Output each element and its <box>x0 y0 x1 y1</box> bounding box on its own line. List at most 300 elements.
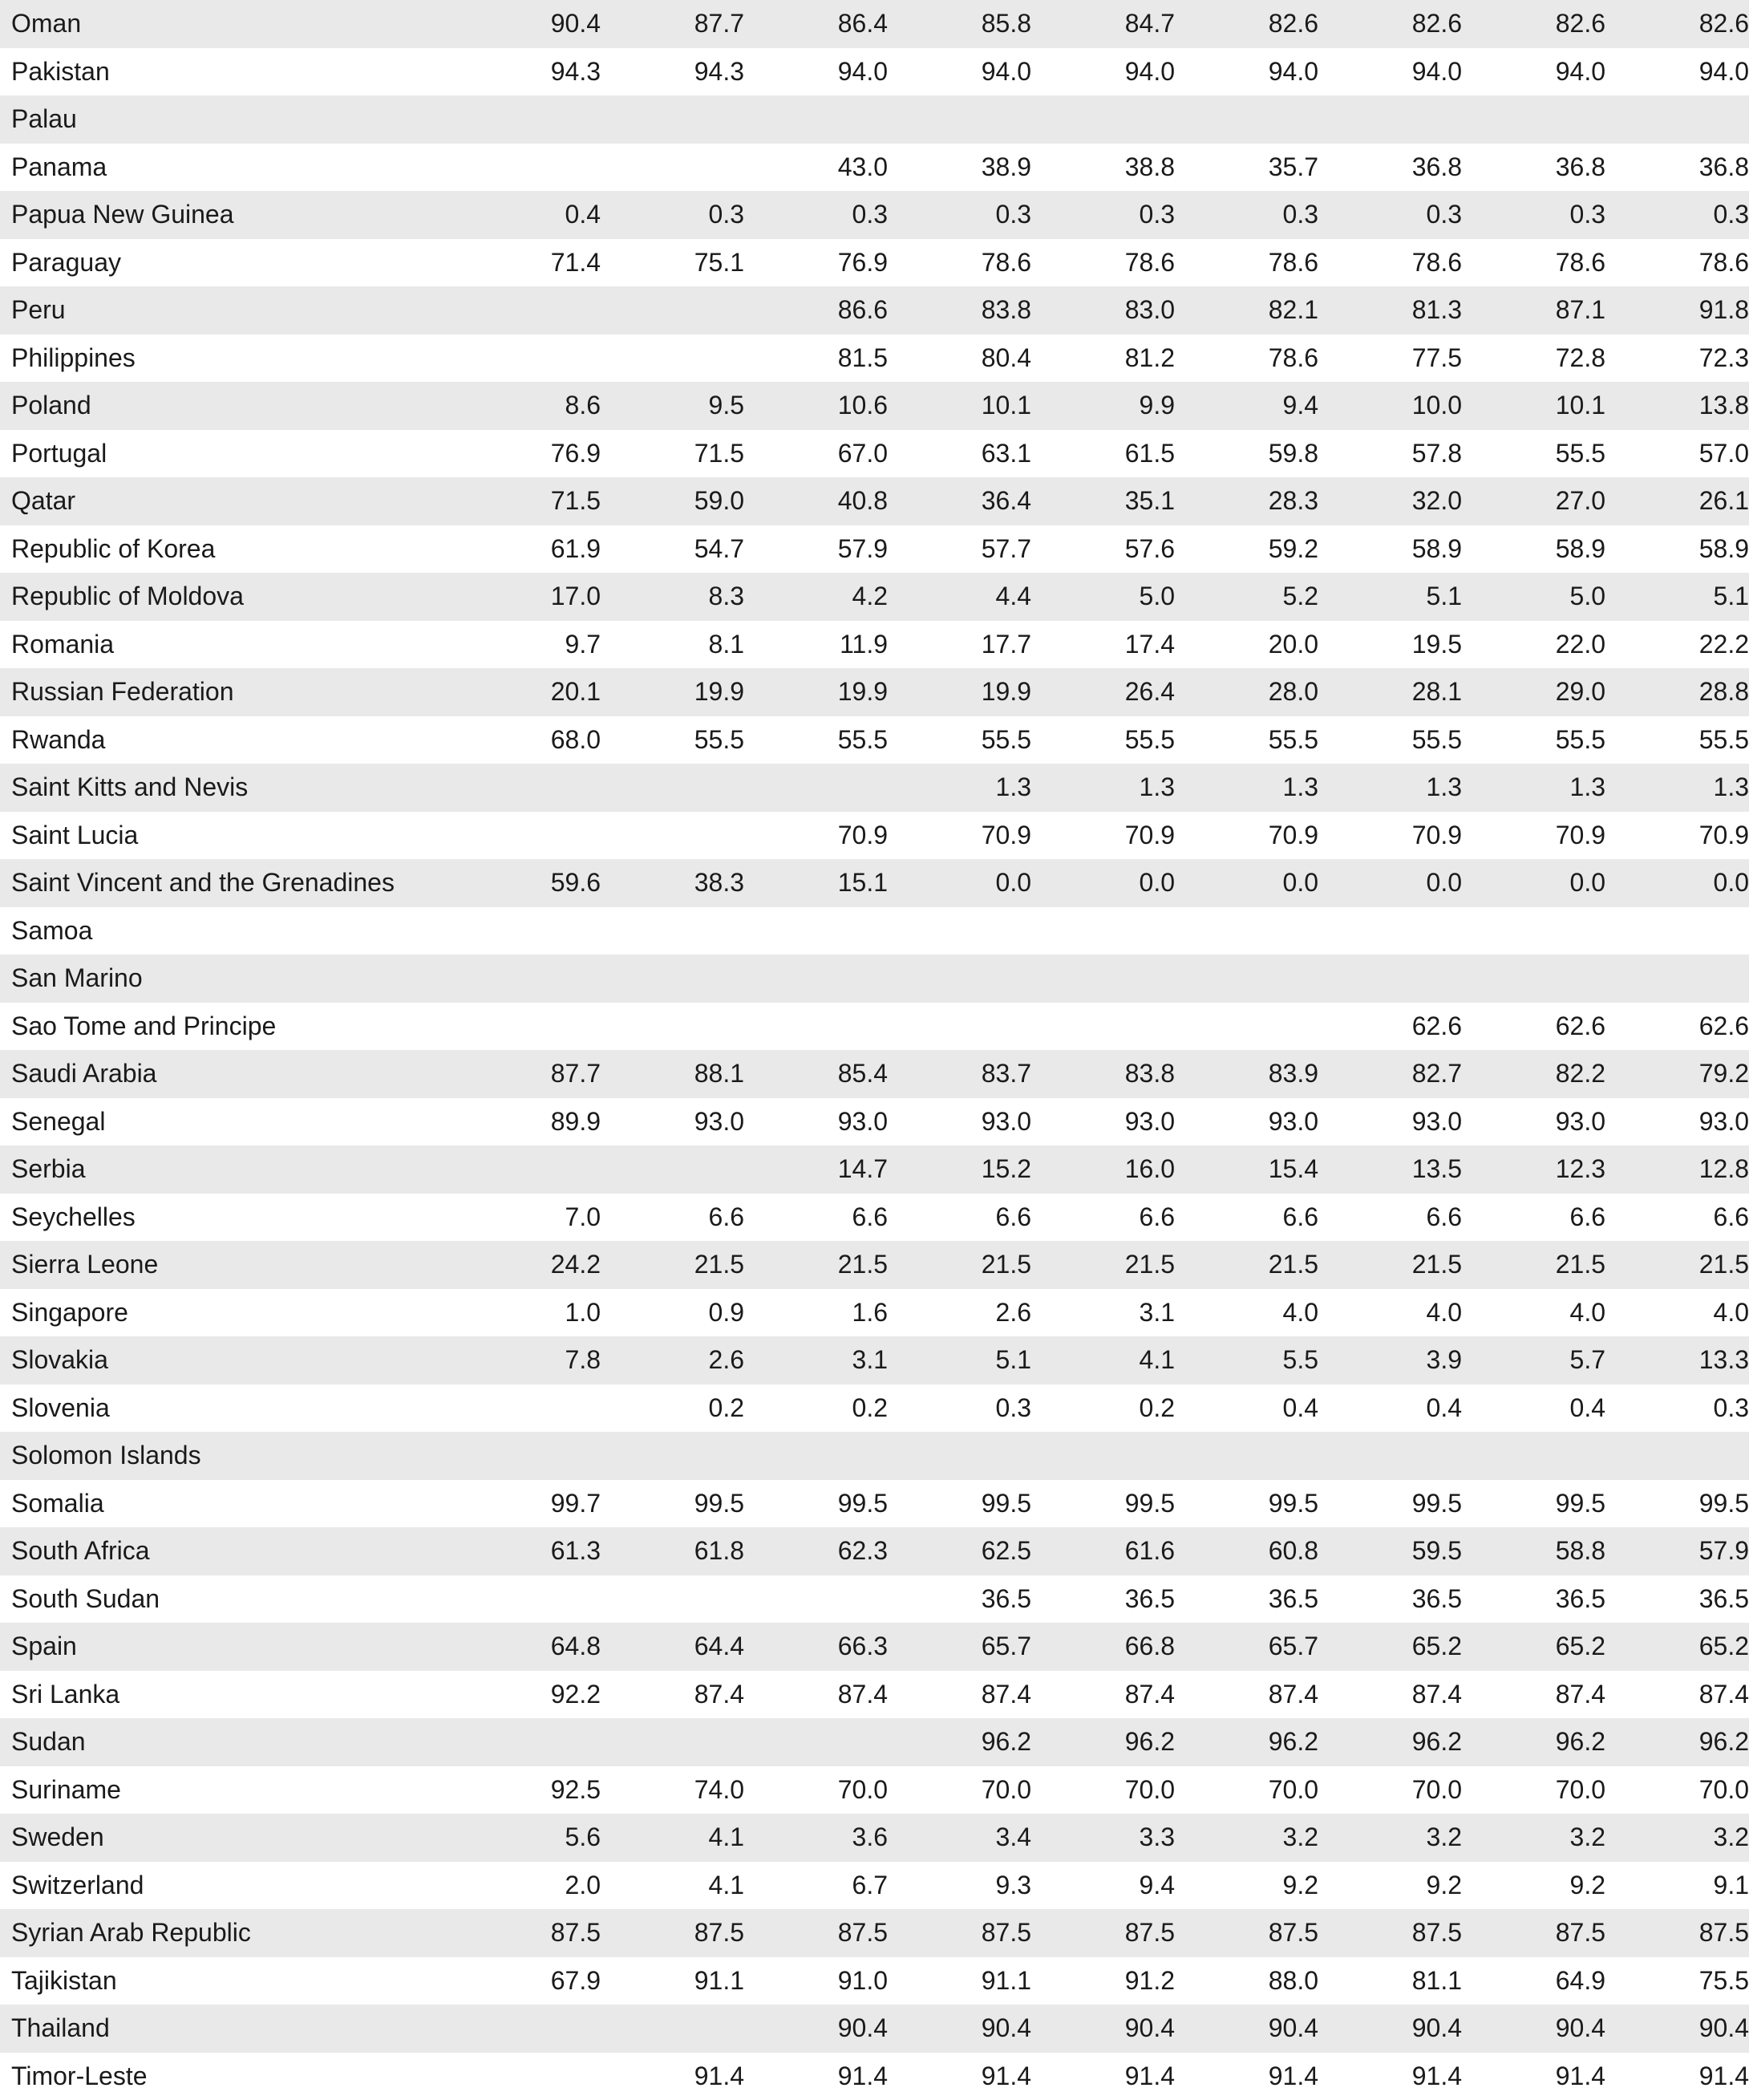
value-cell: 15.4 <box>1175 1145 1318 1194</box>
value-cell: 87.4 <box>1605 1671 1749 1719</box>
country-name-cell: Syrian Arab Republic <box>0 1909 457 1957</box>
value-cell: 5.1 <box>888 1336 1031 1384</box>
value-cell: 70.9 <box>1462 812 1605 860</box>
value-cell: 57.0 <box>1605 430 1749 478</box>
country-name-cell: San Marino <box>0 955 457 1003</box>
value-cell: 36.5 <box>1318 1575 1462 1624</box>
value-cell: 2.6 <box>601 1336 744 1384</box>
value-cell: 93.0 <box>1605 1098 1749 1146</box>
value-cell: 17.4 <box>1031 621 1175 669</box>
table-row <box>0 1336 1749 1384</box>
value-cell: 62.3 <box>744 1527 888 1575</box>
value-cell: 3.2 <box>1605 1814 1749 1862</box>
value-cell: 70.0 <box>888 1766 1031 1814</box>
value-cell: 0.4 <box>1175 1384 1318 1433</box>
value-cell: 10.1 <box>888 382 1031 430</box>
value-cell <box>1318 907 1462 955</box>
value-cell <box>1605 907 1749 955</box>
value-cell: 62.6 <box>1318 1003 1462 1051</box>
table-row <box>0 1289 1749 1337</box>
value-cell <box>457 2053 601 2100</box>
value-cell <box>744 764 888 812</box>
value-cell: 20.1 <box>457 668 601 716</box>
value-cell: 70.9 <box>1175 812 1318 860</box>
value-cell: 0.3 <box>888 191 1031 239</box>
value-cell: 16.0 <box>1031 1145 1175 1194</box>
value-cell: 55.5 <box>1031 716 1175 764</box>
value-cell: 65.2 <box>1318 1623 1462 1671</box>
value-cell <box>1031 955 1175 1003</box>
value-cell: 93.0 <box>601 1098 744 1146</box>
value-cell: 83.7 <box>888 1050 1031 1098</box>
value-cell: 2.0 <box>457 1862 601 1910</box>
value-cell: 65.2 <box>1462 1623 1605 1671</box>
value-cell <box>457 764 601 812</box>
value-cell: 1.3 <box>1605 764 1749 812</box>
value-cell: 6.6 <box>601 1194 744 1242</box>
value-cell: 36.5 <box>1462 1575 1605 1624</box>
country-name-cell: Qatar <box>0 477 457 525</box>
value-cell: 70.0 <box>744 1766 888 1814</box>
table-row <box>0 191 1749 239</box>
table-row <box>0 1527 1749 1575</box>
value-cell: 90.4 <box>1175 2005 1318 2053</box>
value-cell: 87.5 <box>744 1909 888 1957</box>
value-cell: 3.2 <box>1318 1814 1462 1862</box>
value-cell: 94.0 <box>888 48 1031 96</box>
value-cell <box>457 1145 601 1194</box>
value-cell: 91.4 <box>888 2053 1031 2100</box>
value-cell: 36.5 <box>1605 1575 1749 1624</box>
value-cell: 93.0 <box>888 1098 1031 1146</box>
value-cell: 1.3 <box>1318 764 1462 812</box>
value-cell: 91.8 <box>1605 286 1749 334</box>
value-cell: 91.2 <box>1031 1957 1175 2005</box>
value-cell: 78.6 <box>1175 239 1318 287</box>
table-row <box>0 430 1749 478</box>
country-name-cell: Saint Kitts and Nevis <box>0 764 457 812</box>
value-cell: 99.5 <box>1462 1480 1605 1528</box>
value-cell: 10.0 <box>1318 382 1462 430</box>
value-cell <box>457 1003 601 1051</box>
country-name-cell: Switzerland <box>0 1862 457 1910</box>
value-cell: 36.5 <box>888 1575 1031 1624</box>
value-cell: 58.9 <box>1462 525 1605 574</box>
value-cell: 9.4 <box>1031 1862 1175 1910</box>
country-name-cell: Somalia <box>0 1480 457 1528</box>
value-cell <box>1175 1003 1318 1051</box>
value-cell: 4.0 <box>1318 1289 1462 1337</box>
value-cell: 55.5 <box>744 716 888 764</box>
country-name-cell: Palau <box>0 95 457 144</box>
value-cell: 57.7 <box>888 525 1031 574</box>
country-name-cell: Suriname <box>0 1766 457 1814</box>
value-cell: 93.0 <box>1462 1098 1605 1146</box>
table-row <box>0 1098 1749 1146</box>
value-cell: 96.2 <box>1318 1718 1462 1766</box>
value-cell: 90.4 <box>1605 2005 1749 2053</box>
value-cell: 10.1 <box>1462 382 1605 430</box>
value-cell: 82.6 <box>1605 0 1749 48</box>
value-cell: 19.9 <box>744 668 888 716</box>
value-cell: 21.5 <box>888 1241 1031 1289</box>
value-cell: 61.8 <box>601 1527 744 1575</box>
value-cell: 83.8 <box>888 286 1031 334</box>
value-cell <box>1462 1432 1605 1480</box>
value-cell <box>744 907 888 955</box>
value-cell: 94.0 <box>744 48 888 96</box>
value-cell: 70.0 <box>1318 1766 1462 1814</box>
value-cell: 4.1 <box>601 1814 744 1862</box>
value-cell: 96.2 <box>1605 1718 1749 1766</box>
value-cell: 61.9 <box>457 525 601 574</box>
value-cell: 83.9 <box>1175 1050 1318 1098</box>
table-row <box>0 48 1749 96</box>
value-cell: 12.8 <box>1605 1145 1749 1194</box>
value-cell: 90.4 <box>744 2005 888 2053</box>
value-cell <box>601 2005 744 2053</box>
value-cell: 36.4 <box>888 477 1031 525</box>
value-cell: 0.3 <box>1031 191 1175 239</box>
country-name-cell: Sri Lanka <box>0 1671 457 1719</box>
value-cell: 74.0 <box>601 1766 744 1814</box>
value-cell: 55.5 <box>888 716 1031 764</box>
value-cell: 99.7 <box>457 1480 601 1528</box>
value-cell: 0.4 <box>1318 1384 1462 1433</box>
value-cell: 62.5 <box>888 1527 1031 1575</box>
country-name-cell: Pakistan <box>0 48 457 96</box>
value-cell: 87.5 <box>457 1909 601 1957</box>
table-row <box>0 1909 1749 1957</box>
value-cell: 87.5 <box>1462 1909 1605 1957</box>
value-cell: 85.8 <box>888 0 1031 48</box>
value-cell: 90.4 <box>1031 2005 1175 2053</box>
value-cell <box>601 955 744 1003</box>
country-name-cell: Sierra Leone <box>0 1241 457 1289</box>
value-cell: 55.5 <box>1462 716 1605 764</box>
value-cell: 0.3 <box>1605 191 1749 239</box>
value-cell: 38.9 <box>888 144 1031 192</box>
value-cell: 99.5 <box>1175 1480 1318 1528</box>
value-cell: 86.6 <box>744 286 888 334</box>
value-cell: 0.0 <box>1462 859 1605 907</box>
value-cell: 4.1 <box>1031 1336 1175 1384</box>
value-cell: 91.4 <box>1605 2053 1749 2100</box>
value-cell: 87.5 <box>1031 1909 1175 1957</box>
value-cell: 0.3 <box>1318 191 1462 239</box>
value-cell: 21.5 <box>1318 1241 1462 1289</box>
value-cell: 55.5 <box>601 716 744 764</box>
value-cell <box>601 1718 744 1766</box>
value-cell: 78.6 <box>888 239 1031 287</box>
table-row <box>0 621 1749 669</box>
value-cell <box>888 95 1031 144</box>
value-cell: 59.2 <box>1175 525 1318 574</box>
value-cell: 26.1 <box>1605 477 1749 525</box>
table-row <box>0 907 1749 955</box>
value-cell: 28.1 <box>1318 668 1462 716</box>
value-cell: 91.4 <box>1031 2053 1175 2100</box>
value-cell <box>457 1575 601 1624</box>
value-cell: 89.9 <box>457 1098 601 1146</box>
value-cell <box>457 955 601 1003</box>
value-cell: 96.2 <box>1462 1718 1605 1766</box>
value-cell: 28.0 <box>1175 668 1318 716</box>
table-row <box>0 144 1749 192</box>
value-cell: 76.9 <box>457 430 601 478</box>
value-cell: 7.0 <box>457 1194 601 1242</box>
value-cell: 5.2 <box>1175 573 1318 621</box>
value-cell: 87.4 <box>1031 1671 1175 1719</box>
value-cell: 5.5 <box>1175 1336 1318 1384</box>
value-cell: 78.6 <box>1175 334 1318 383</box>
country-name-cell: Saint Vincent and the Grenadines <box>0 859 457 907</box>
country-name-cell: Saudi Arabia <box>0 1050 457 1098</box>
value-cell: 4.0 <box>1605 1289 1749 1337</box>
value-cell: 93.0 <box>1031 1098 1175 1146</box>
value-cell <box>601 812 744 860</box>
value-cell: 61.5 <box>1031 430 1175 478</box>
value-cell: 3.1 <box>744 1336 888 1384</box>
value-cell: 96.2 <box>1175 1718 1318 1766</box>
value-cell: 5.1 <box>1318 573 1462 621</box>
value-cell <box>1462 95 1605 144</box>
value-cell <box>1031 1432 1175 1480</box>
value-cell <box>601 286 744 334</box>
value-cell: 70.9 <box>888 812 1031 860</box>
value-cell: 0.3 <box>744 191 888 239</box>
value-cell <box>1031 95 1175 144</box>
value-cell: 21.5 <box>601 1241 744 1289</box>
country-name-cell: Sweden <box>0 1814 457 1862</box>
value-cell <box>1605 955 1749 1003</box>
value-cell: 87.5 <box>1605 1909 1749 1957</box>
value-cell: 3.9 <box>1318 1336 1462 1384</box>
value-cell: 87.4 <box>601 1671 744 1719</box>
value-cell: 1.3 <box>1031 764 1175 812</box>
value-cell: 0.0 <box>1318 859 1462 907</box>
value-cell: 66.8 <box>1031 1623 1175 1671</box>
value-cell: 83.0 <box>1031 286 1175 334</box>
value-cell: 64.9 <box>1462 1957 1605 2005</box>
value-cell: 4.0 <box>1462 1289 1605 1337</box>
value-cell: 82.2 <box>1462 1050 1605 1098</box>
value-cell <box>888 907 1031 955</box>
value-cell: 4.2 <box>744 573 888 621</box>
country-name-cell: Poland <box>0 382 457 430</box>
value-cell <box>744 1718 888 1766</box>
value-cell: 20.0 <box>1175 621 1318 669</box>
value-cell: 71.5 <box>457 477 601 525</box>
value-cell: 70.9 <box>1031 812 1175 860</box>
value-cell: 58.8 <box>1462 1527 1605 1575</box>
value-cell: 13.8 <box>1605 382 1749 430</box>
table-row <box>0 525 1749 574</box>
value-cell: 99.5 <box>744 1480 888 1528</box>
value-cell: 38.8 <box>1031 144 1175 192</box>
value-cell: 59.8 <box>1175 430 1318 478</box>
value-cell: 58.9 <box>1605 525 1749 574</box>
value-cell: 78.6 <box>1031 239 1175 287</box>
value-cell: 5.7 <box>1462 1336 1605 1384</box>
value-cell: 24.2 <box>457 1241 601 1289</box>
table-row <box>0 1384 1749 1433</box>
value-cell: 55.5 <box>1605 716 1749 764</box>
value-cell: 54.7 <box>601 525 744 574</box>
value-cell: 0.4 <box>1462 1384 1605 1433</box>
table-row <box>0 1623 1749 1671</box>
value-cell <box>457 1384 601 1433</box>
country-name-cell: South Africa <box>0 1527 457 1575</box>
value-cell: 94.0 <box>1462 48 1605 96</box>
value-cell: 3.2 <box>1175 1814 1318 1862</box>
table-row <box>0 477 1749 525</box>
value-cell <box>601 1145 744 1194</box>
value-cell: 64.4 <box>601 1623 744 1671</box>
value-cell: 71.4 <box>457 239 601 287</box>
value-cell: 82.6 <box>1318 0 1462 48</box>
country-name-cell: Slovakia <box>0 1336 457 1384</box>
value-cell: 19.9 <box>601 668 744 716</box>
value-cell: 93.0 <box>744 1098 888 1146</box>
value-cell: 70.0 <box>1031 1766 1175 1814</box>
value-cell: 0.0 <box>1031 859 1175 907</box>
country-name-cell: Philippines <box>0 334 457 383</box>
value-cell: 94.0 <box>1318 48 1462 96</box>
value-cell <box>601 1575 744 1624</box>
country-name-cell: Republic of Korea <box>0 525 457 574</box>
value-cell: 0.3 <box>888 1384 1031 1433</box>
table-row <box>0 1575 1749 1624</box>
country-name-cell: Rwanda <box>0 716 457 764</box>
value-cell: 84.7 <box>1031 0 1175 48</box>
country-name-cell: Seychelles <box>0 1194 457 1242</box>
value-cell: 85.4 <box>744 1050 888 1098</box>
value-cell: 6.6 <box>1031 1194 1175 1242</box>
value-cell: 15.2 <box>888 1145 1031 1194</box>
country-name-cell: Samoa <box>0 907 457 955</box>
value-cell: 65.2 <box>1605 1623 1749 1671</box>
table-row <box>0 1718 1749 1766</box>
value-cell <box>1462 955 1605 1003</box>
value-cell: 87.4 <box>888 1671 1031 1719</box>
value-cell <box>888 955 1031 1003</box>
value-cell: 90.4 <box>888 2005 1031 2053</box>
value-cell <box>1605 95 1749 144</box>
value-cell: 4.4 <box>888 573 1031 621</box>
table-row <box>0 1480 1749 1528</box>
value-cell <box>1175 1432 1318 1480</box>
value-cell: 3.1 <box>1031 1289 1175 1337</box>
value-cell <box>601 334 744 383</box>
value-cell: 71.5 <box>601 430 744 478</box>
value-cell: 63.1 <box>888 430 1031 478</box>
value-cell: 62.6 <box>1462 1003 1605 1051</box>
value-cell: 79.2 <box>1605 1050 1749 1098</box>
value-cell: 78.6 <box>1318 239 1462 287</box>
value-cell: 35.1 <box>1031 477 1175 525</box>
value-cell: 87.5 <box>888 1909 1031 1957</box>
value-cell: 0.3 <box>1175 191 1318 239</box>
value-cell <box>457 286 601 334</box>
value-cell: 67.9 <box>457 1957 601 2005</box>
value-cell: 3.4 <box>888 1814 1031 1862</box>
value-cell: 92.2 <box>457 1671 601 1719</box>
value-cell: 1.3 <box>1175 764 1318 812</box>
value-cell: 81.2 <box>1031 334 1175 383</box>
value-cell: 21.5 <box>744 1241 888 1289</box>
value-cell: 1.3 <box>1462 764 1605 812</box>
value-cell: 58.9 <box>1318 525 1462 574</box>
value-cell: 6.6 <box>888 1194 1031 1242</box>
value-cell: 22.0 <box>1462 621 1605 669</box>
value-cell <box>888 1003 1031 1051</box>
value-cell: 94.3 <box>601 48 744 96</box>
table-row <box>0 334 1749 383</box>
value-cell: 1.3 <box>888 764 1031 812</box>
value-cell: 1.6 <box>744 1289 888 1337</box>
country-name-cell: Solomon Islands <box>0 1432 457 1480</box>
table-row <box>0 1194 1749 1242</box>
value-cell: 87.5 <box>1175 1909 1318 1957</box>
value-cell: 81.1 <box>1318 1957 1462 2005</box>
value-cell: 81.5 <box>744 334 888 383</box>
value-cell: 91.4 <box>1462 2053 1605 2100</box>
value-cell <box>1031 1003 1175 1051</box>
value-cell <box>457 2005 601 2053</box>
value-cell: 28.3 <box>1175 477 1318 525</box>
value-cell: 68.0 <box>457 716 601 764</box>
country-name-cell: Tajikistan <box>0 1957 457 2005</box>
value-cell: 21.5 <box>1175 1241 1318 1289</box>
country-name-cell: Oman <box>0 0 457 48</box>
value-cell: 14.7 <box>744 1145 888 1194</box>
table-row <box>0 859 1749 907</box>
value-cell: 76.9 <box>744 239 888 287</box>
country-name-cell: Timor-Leste <box>0 2053 457 2100</box>
value-cell: 57.9 <box>744 525 888 574</box>
value-cell: 0.3 <box>601 191 744 239</box>
value-cell <box>457 1718 601 1766</box>
value-cell: 87.4 <box>1175 1671 1318 1719</box>
table-row <box>0 1050 1749 1098</box>
table-row <box>0 1432 1749 1480</box>
value-cell: 57.6 <box>1031 525 1175 574</box>
value-cell: 82.7 <box>1318 1050 1462 1098</box>
value-cell <box>601 1003 744 1051</box>
value-cell: 94.0 <box>1175 48 1318 96</box>
value-cell: 60.8 <box>1175 1527 1318 1575</box>
country-name-cell: Russian Federation <box>0 668 457 716</box>
value-cell: 12.3 <box>1462 1145 1605 1194</box>
value-cell: 55.5 <box>1175 716 1318 764</box>
value-cell <box>744 1575 888 1624</box>
value-cell: 11.9 <box>744 621 888 669</box>
value-cell <box>457 1432 601 1480</box>
value-cell: 0.2 <box>601 1384 744 1433</box>
value-cell: 0.2 <box>1031 1384 1175 1433</box>
value-cell <box>601 764 744 812</box>
table-row <box>0 2005 1749 2053</box>
value-cell: 6.6 <box>1462 1194 1605 1242</box>
value-cell: 61.3 <box>457 1527 601 1575</box>
value-cell: 22.2 <box>1605 621 1749 669</box>
value-cell: 0.2 <box>744 1384 888 1433</box>
value-cell: 3.3 <box>1031 1814 1175 1862</box>
country-name-cell: South Sudan <box>0 1575 457 1624</box>
value-cell: 75.1 <box>601 239 744 287</box>
value-cell <box>1462 907 1605 955</box>
